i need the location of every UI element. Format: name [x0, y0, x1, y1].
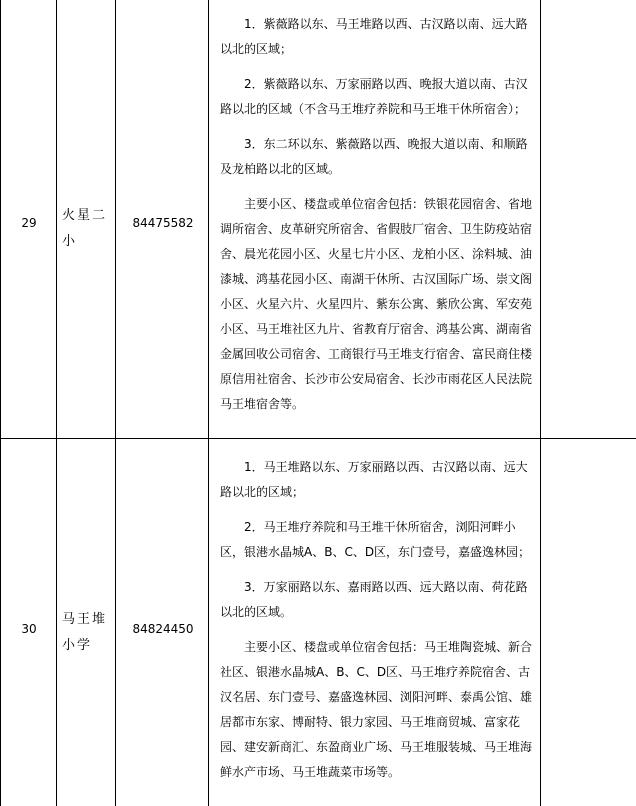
phone-number: 84475582 [132, 216, 194, 230]
area-paragraph: 主要小区、楼盘或单位宿舍包括：铁银花园宿舍、省地调所宿舍、皮革研究所宿舍、省假肢厂宿舍、卫生防疫站宿舍、晨光花园小区、火星七片小区、龙柏小区、涂料城、油漆城、鸿基花园小区、南湖干休所、古汉国际广场、崇文阁小区、火星六片、火星四片、紫东公寓、紫欣公寓、军安苑小区、马王堆社区九片、省教育厅宿舍、鸿基公寓、湖南省金属回收公司宿舍、工商银行马王堆支行宿舍、富民商住楼原信用社宿舍、长沙市公安局宿舍、长沙市雨花区人民法院马王堆宿舍等。 [220, 197, 533, 411]
school-name: 火星二小 [62, 208, 108, 249]
row-number: 30 [21, 622, 37, 636]
row-divider [0, 438, 636, 439]
area-paragraph: 2．马王堆疗养院和马王堆干休所宿舍，浏阳河畔小区，银港水晶城A、B、C、D区，东门壹号，嘉盛逸林园； [220, 520, 531, 559]
column-divider [540, 0, 541, 806]
enrollment-area [220, 12, 536, 417]
area-paragraph: 3．万家丽路以东、嘉雨路以西、远大路以南、荷花路以北的区域。 [220, 580, 528, 619]
area-paragraph: 主要小区、楼盘或单位宿舍包括：马王堆陶瓷城、新合社区、银港水晶城A、B、C、D区、马王堆疗养院宿舍、古汉名居、东门壹号、嘉盛逸林园、浏阳河畔、泰禹公馆、雄居都市东家、博耐特、银力家园、马王堆商贸城、富家花园、建安新商汇、东盈商业广场、马王堆服装城、马王堆海鲜水产市场、马王堆蔬菜市场等。 [220, 640, 533, 779]
column-divider [56, 0, 57, 806]
area-paragraph: 2．紫薇路以东、万家丽路以西、晚报大道以南、古汉路以北的区域（不含马王堆疗养院和马王堆干休所宿舍）； [220, 77, 528, 116]
phone-number: 84824450 [132, 622, 194, 636]
enrollment-area [220, 455, 536, 785]
area-paragraph: 1．马王堆路以东、万家丽路以西、古汉路以南、远大路以北的区域； [220, 460, 528, 499]
column-divider [115, 0, 116, 806]
area-paragraph: 1．紫薇路以东、马王堆路以西、古汉路以南、远大路以北的区域； [220, 17, 528, 56]
column-divider [208, 0, 209, 806]
table-border-left [0, 0, 1, 806]
row-number: 29 [21, 216, 37, 230]
school-name: 马王堆小学 [62, 612, 108, 653]
area-paragraph: 3．东二环以东、紫薇路以西、晚报大道以南、和顺路及龙柏路以北的区域。 [220, 137, 528, 176]
